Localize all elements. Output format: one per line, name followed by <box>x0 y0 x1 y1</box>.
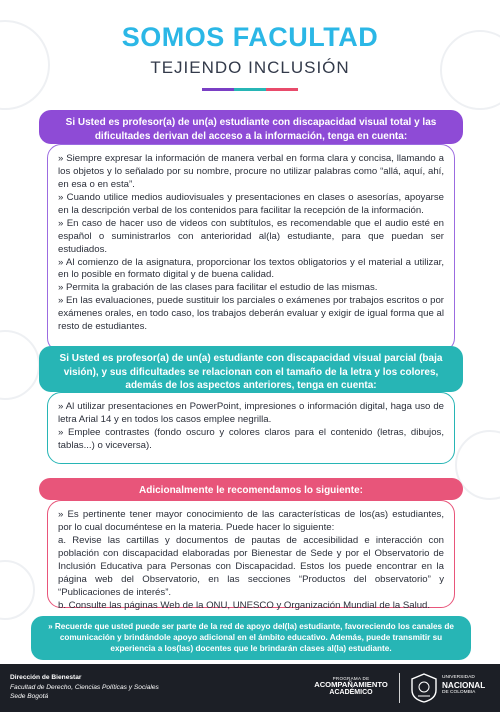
footer-campus: Sede Bogotá <box>10 693 49 701</box>
list-item: » Siempre expresar la información de manera verbal en forma clara y concisa, llamando a los objetos y lo señalado por su nombre, procure no utilizar palabras como “allá, aquí, ahí, en esa o en esta”. <box>58 153 444 190</box>
page-title: SOMOS FACULTAD <box>121 22 379 52</box>
divider-segment <box>234 88 266 91</box>
list-item: » Cuando utilice medios audiovisuales y presentaciones en clases o asesorías, apoyarse en la descripción verbal de los contenidos para facilitar la recepción de la información. <box>58 191 444 216</box>
list-item: » Al utilizar presentaciones en PowerPoint, impresiones o información digital, haga uso de letra Arial 14 y en todos los casos emplee negrilla. <box>58 401 444 425</box>
list-item: » En las evaluaciones, puede sustituir los parciales o exámenes por trabajos escritos o por exámenes orales, en todo caso, los trabajos deberán evaluar y exigir de igual forma que al resto de estudiantes. <box>58 295 444 333</box>
list-item: a. Revise las cartillas y documentos de pautas de accesibilidad e interacción con población con discapacidad elaboradas por Bienestar de Sede y por el Observatorio de Inclusión Educativa para Personas con Discapacidad. Estos los puede encontrar en la página web del Observatorio, en las secciones “Productos del observatorio” y “Publicaciones de interés”. <box>58 534 444 598</box>
program-logo <box>312 676 390 696</box>
footer-divider <box>399 673 400 703</box>
page-subtitle: TEJIENDO INCLUSIÓN <box>150 58 350 77</box>
university-line-3: DE COLOMBIA <box>442 689 476 695</box>
section-banner: Si Usted es profesor(a) de un(a) estudiante con discapacidad visual total y las dificultades derivan del acceso a la información, tenga en cuenta: <box>39 110 463 144</box>
header <box>0 0 500 100</box>
section-banner: Si Usted es profesor(a) de un(a) estudiante con discapacidad visual parcial (baja visión), y sus dificultades se relacionan con el tamaño de la letra y los colores, además de los aspectos anteriores, tenga en cuenta: <box>39 346 463 392</box>
section-banner: Adicionalmente le recomendamos lo siguiente: <box>39 478 463 500</box>
footer-dept: Dirección de Bienestar <box>10 674 82 681</box>
university-seal-icon <box>409 672 439 704</box>
footer-credits <box>10 673 159 702</box>
divider-segment <box>266 88 298 91</box>
list-item: » Al comienzo de la asignatura, proporcionar los textos obligatorios y el material a utilizar, en lo posible en formato digital y de buena calidad. <box>58 256 444 281</box>
list-item: » Emplee contrastes (fondo oscuro y colores claros para el contenido (letras, dibujos, tablas...) o viceversa). <box>58 426 444 451</box>
list-item: b. Consulte las páginas Web de la ONU, UNESCO y Organización Mundial de la Salud. <box>58 599 431 611</box>
program-name: ACOMPAÑAMIENTO <box>314 680 388 689</box>
university-logo-text <box>442 675 485 696</box>
program-prefix: PROGRAMA DE <box>332 676 370 681</box>
title-divider <box>202 88 298 91</box>
university-line-2: NACIONAL <box>442 680 486 690</box>
footer-faculty: Facultad de Derecho, Ciencias Políticas y Sociales <box>10 683 159 691</box>
program-suffix: ACADÉMICO <box>329 688 373 696</box>
section-content-box <box>47 500 455 611</box>
list-item: » Permita la grabación de las clases para facilitar el estudio de las mismas. <box>58 282 378 294</box>
section-content-box <box>47 144 455 352</box>
section-content-box <box>47 392 455 464</box>
decorative-arc <box>0 330 40 400</box>
decorative-arc <box>0 560 35 620</box>
list-item: » Es pertinente tener mayor conocimiento de las características de los(as) estudiantes, por lo cual documéntese en la materia. Puede hacer lo siguiente: <box>58 509 444 533</box>
final-note: » Recuerde que usted puede ser parte de la red de apoyo del(la) estudiante, favoreciendo los canales de comunicación y brindándole apoyo adicional en el ámbito educativo. Además, puede transmitir su experiencia a los(las) docentes que le brindarán clases al(la) estudiante. <box>31 616 471 660</box>
list-item: » En caso de hacer uso de videos con subtítulos, es recomendable que el audio esté en español o suministrarlos con anterioridad al(la) estudiante, para que puedan ser estudiados. <box>58 217 444 255</box>
footer <box>0 664 500 712</box>
divider-segment <box>202 88 234 91</box>
university-line-1: UNIVERSIDAD <box>442 675 475 680</box>
